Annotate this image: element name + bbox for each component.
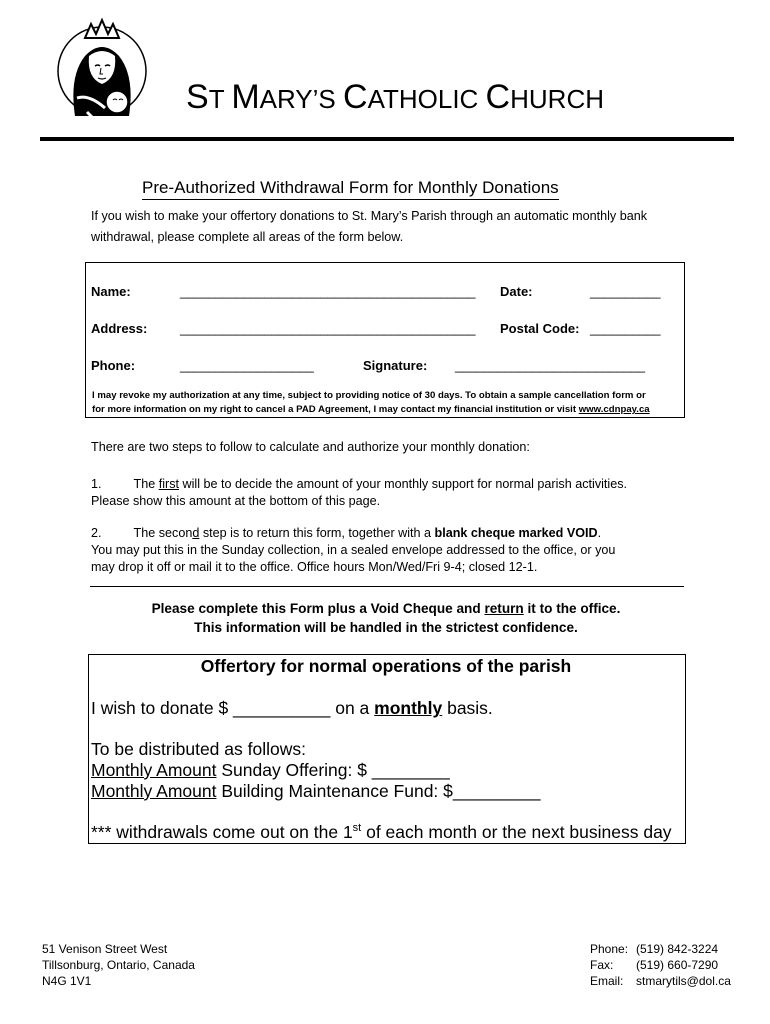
title-part: C <box>343 78 368 116</box>
withdrawal-note <box>91 822 672 843</box>
postal-code-label: Postal Code: <box>500 321 580 336</box>
building-fund-field[interactable]: Building Maintenance Fund: $_________ <box>216 781 541 801</box>
step-2-text-mid: step is to return this form, together with a <box>199 526 435 540</box>
step-1-first: first <box>158 477 180 491</box>
phone-footer-label: Phone: <box>590 942 629 956</box>
form-heading: Pre-Authorized Withdrawal Form for Monthly Donations <box>142 178 559 197</box>
withdrawal-note-rest: of each month or the next business day <box>361 822 672 842</box>
return-word: return <box>484 601 524 616</box>
step-2-line2: You may put this in the Sunday collection, in a sealed envelope addressed to the office, or you <box>91 543 616 557</box>
distribution-heading: To be distributed as follows: <box>91 739 306 759</box>
withdrawal-note-text: *** withdrawals come out on the 1 <box>91 822 353 842</box>
church-title <box>186 78 604 117</box>
section-divider <box>90 586 684 587</box>
building-fund-line <box>91 781 540 802</box>
monthly-amount-label: Monthly Amount <box>91 781 217 801</box>
contact-info <box>590 941 731 989</box>
step-2-line3: may drop it off or mail it to the office. Office hours Mon/Wed/Fri 9-4; closed 12-1. <box>91 560 538 574</box>
donate-basis: basis. <box>442 698 493 718</box>
sunday-offering-line <box>91 760 450 781</box>
title-part: ATHOLIC <box>367 84 486 114</box>
monthly-amount-label: Monthly Amount <box>91 760 217 780</box>
title-part: HURCH <box>510 84 604 114</box>
sunday-offering-field[interactable]: Sunday Offering: $ ________ <box>216 760 450 780</box>
step-1-line2: Please show this amount at the bottom of this page. <box>91 494 381 508</box>
step-1-text: The <box>133 477 159 491</box>
intro-text: If you wish to make your offertory donations to St. Mary’s Parish through an automatic monthly bank withdrawal, please complete all areas of the form below. <box>91 209 648 244</box>
address-line-2: Tillsonburg, Ontario, Canada <box>42 958 195 972</box>
ordinal-suffix: st <box>352 822 362 835</box>
fax-number: (519) 660-7290 <box>636 958 719 972</box>
cdnpay-link[interactable]: www.cdnpay.ca <box>578 404 650 415</box>
address-field[interactable]: __________________________________________ <box>180 321 476 336</box>
fax-label: Fax: <box>590 958 614 972</box>
header-divider <box>40 137 734 141</box>
phone-field[interactable]: ___________________ <box>180 358 314 373</box>
email-label: Email: <box>590 974 624 988</box>
donate-line <box>91 698 493 719</box>
step-2-underlined: d <box>192 526 200 540</box>
title-part: C <box>485 78 511 116</box>
step-1-text-rest: will be to decide the amount of your monthly support for normal parish activities. <box>179 477 628 491</box>
date-label: Date: <box>500 284 533 299</box>
return-instructions <box>86 599 686 637</box>
step-1-number: 1. <box>91 477 102 491</box>
phone-number: (519) 842-3224 <box>636 942 719 956</box>
confidentiality-note: This information will be handled in the strictest confidence. <box>194 620 578 635</box>
title-part: M <box>231 78 260 116</box>
date-field[interactable]: __________ <box>590 284 661 299</box>
steps-intro: There are two steps to follow to calculate and authorize your monthly donation: <box>91 440 530 454</box>
name-label: Name: <box>91 284 131 299</box>
return-text-rest: it to the office. <box>523 601 621 616</box>
step-2-period: . <box>597 526 602 540</box>
church-address <box>42 941 195 989</box>
email-address[interactable]: stmarytils@dol.ca <box>636 974 731 988</box>
title-part: S <box>186 78 209 116</box>
address-label: Address: <box>91 321 148 336</box>
title-part: ARY’S <box>259 84 343 114</box>
monthly-word: monthly <box>374 698 443 718</box>
address-line-1: 51 Venison Street West <box>42 942 168 956</box>
donate-text: I wish to donate $ __________ on a <box>91 698 375 718</box>
revocation-notice-line1: I may revoke my authorization at any time, subject to providing notice of 30 days. To obtain a sample cancellation form or <box>92 390 646 401</box>
signature-field[interactable]: ___________________________ <box>455 358 645 373</box>
signature-label: Signature: <box>363 358 428 373</box>
phone-label: Phone: <box>91 358 136 373</box>
step-2-text: The secon <box>133 526 193 540</box>
return-text: Please complete this Form plus a Void Cheque and <box>151 601 485 616</box>
step-2-number: 2. <box>91 526 102 540</box>
step-1 <box>91 476 691 510</box>
step-2-void-cheque: blank cheque marked VOID <box>434 526 598 540</box>
postal-code: N4G 1V1 <box>42 974 92 988</box>
name-field[interactable]: __________________________________________ <box>180 284 476 299</box>
revocation-notice-text: for more information on my right to cancel a PAD Agreement, I may contact my financial institution or visit <box>92 404 579 415</box>
postal-code-field[interactable]: __________ <box>590 321 661 336</box>
step-2 <box>91 525 691 576</box>
title-part: T <box>208 84 232 114</box>
revocation-notice-line2 <box>92 403 650 416</box>
madonna-and-child-icon <box>55 16 150 126</box>
offertory-title: Offertory for normal operations of the parish <box>200 656 572 676</box>
